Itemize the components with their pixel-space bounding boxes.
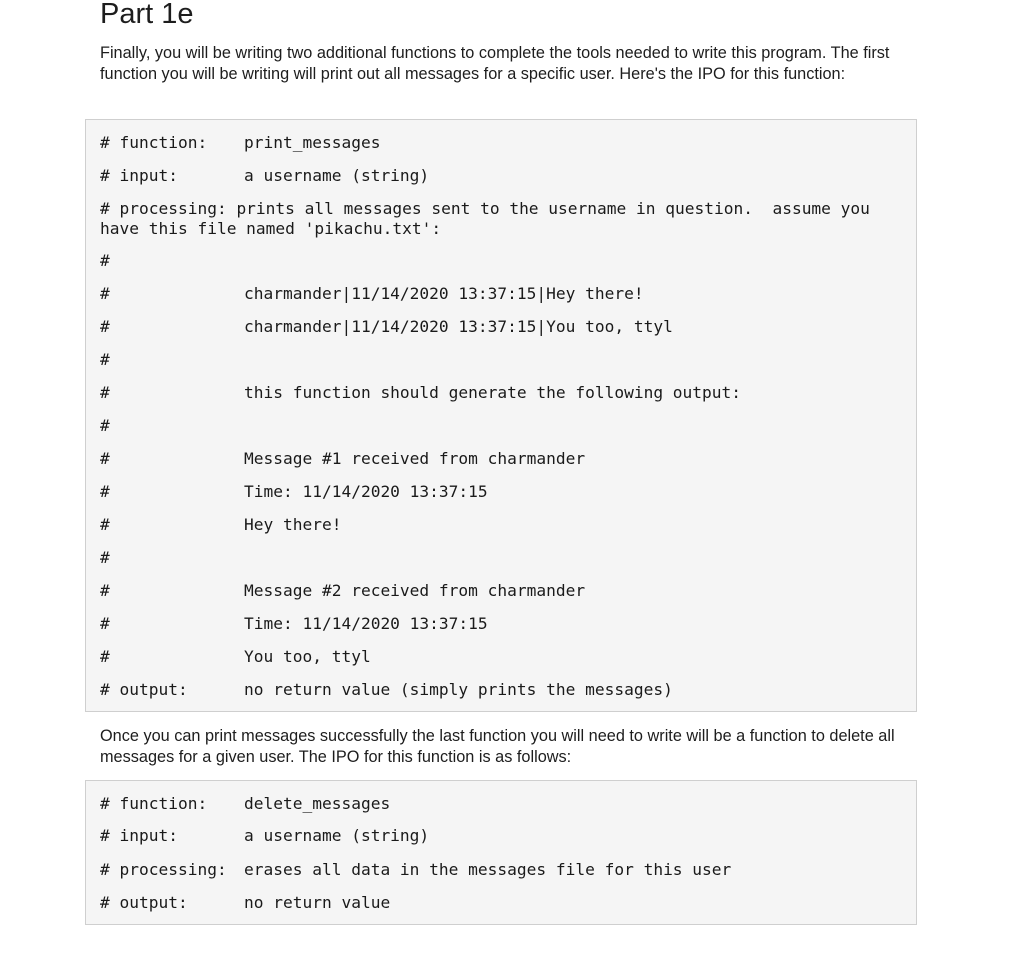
code-comment-key: # bbox=[100, 614, 110, 633]
code-comment-value: Time: 11/14/2020 13:37:15 bbox=[244, 614, 488, 633]
code-comment-key: # bbox=[100, 251, 110, 270]
middle-paragraph: Once you can print messages successfully the last function you will need to write will be a function to delete all messages for a given user. The IPO for this function is as follows: bbox=[100, 727, 895, 766]
code-line bbox=[100, 614, 488, 634]
code-line bbox=[100, 251, 110, 271]
delete-messages-code-block bbox=[85, 780, 917, 925]
code-comment-key: # bbox=[100, 515, 110, 534]
code-comment-value: a username (string) bbox=[244, 826, 430, 845]
code-comment-key: # bbox=[100, 548, 110, 567]
page-title: Part 1e bbox=[100, 0, 194, 30]
code-line bbox=[100, 647, 371, 667]
code-line bbox=[100, 893, 391, 913]
code-comment-key: # input: bbox=[100, 166, 178, 185]
code-comment-key: # bbox=[100, 284, 110, 303]
code-comment-key: # bbox=[100, 449, 110, 468]
code-line bbox=[100, 317, 673, 337]
code-comment-value: You too, ttyl bbox=[244, 647, 371, 666]
code-comment-value: no return value bbox=[244, 893, 391, 912]
code-line bbox=[100, 860, 732, 880]
code-comment-value: a username (string) bbox=[244, 166, 430, 185]
code-comment-key: # function: bbox=[100, 794, 208, 813]
code-comment-key: # bbox=[100, 416, 110, 435]
code-comment-value: this function should generate the following output: bbox=[244, 383, 742, 402]
code-comment-key: # bbox=[100, 317, 110, 336]
intro-paragraph: Finally, you will be writing two additional functions to complete the tools needed to write this program. The first function you will be writing will print out all messages for a specific user. Here's the IPO for this function: bbox=[100, 44, 890, 83]
code-comment-value: charmander|11/14/2020 13:37:15|Hey there! bbox=[244, 284, 644, 303]
code-line bbox=[100, 548, 110, 568]
code-comment-key: # bbox=[100, 581, 110, 600]
code-line bbox=[100, 383, 742, 403]
print-messages-code-block bbox=[85, 119, 917, 712]
code-line bbox=[100, 680, 673, 700]
code-comment-value: charmander|11/14/2020 13:37:15|You too, ttyl bbox=[244, 317, 673, 336]
code-line bbox=[100, 581, 586, 601]
code-line bbox=[100, 166, 430, 186]
code-line bbox=[100, 515, 342, 535]
code-comment-key: # function: bbox=[100, 133, 208, 152]
code-comment-key: # output: bbox=[100, 893, 188, 912]
code-comment-value: Message #2 received from charmander bbox=[244, 581, 586, 600]
code-comment-key: # bbox=[100, 482, 110, 501]
code-line bbox=[100, 416, 110, 436]
code-line bbox=[100, 133, 381, 153]
code-line bbox=[100, 449, 586, 469]
code-line bbox=[100, 284, 644, 304]
code-comment-key: # bbox=[100, 383, 110, 402]
code-comment-key: # input: bbox=[100, 826, 178, 845]
code-line bbox=[100, 482, 488, 502]
code-line bbox=[100, 794, 391, 814]
code-comment-value: print_messages bbox=[244, 133, 381, 152]
code-comment-key: # bbox=[100, 647, 110, 666]
code-comment-key: # bbox=[100, 350, 110, 369]
code-comment-value: erases all data in the messages file for this user bbox=[244, 860, 732, 879]
code-comment-value: Time: 11/14/2020 13:37:15 bbox=[244, 482, 488, 501]
code-comment-value: delete_messages bbox=[244, 794, 391, 813]
code-comment-value: Message #1 received from charmander bbox=[244, 449, 586, 468]
code-line bbox=[100, 826, 430, 846]
code-comment-value: no return value (simply prints the messages) bbox=[244, 680, 673, 699]
code-line bbox=[100, 350, 110, 370]
code-comment-key: # processing: bbox=[100, 860, 227, 879]
code-comment-key: # output: bbox=[100, 680, 188, 699]
code-line-processing: # processing: prints all messages sent to the username in question. assume you have this file named 'pikachu.txt': bbox=[100, 199, 880, 238]
code-comment-value: Hey there! bbox=[244, 515, 342, 534]
